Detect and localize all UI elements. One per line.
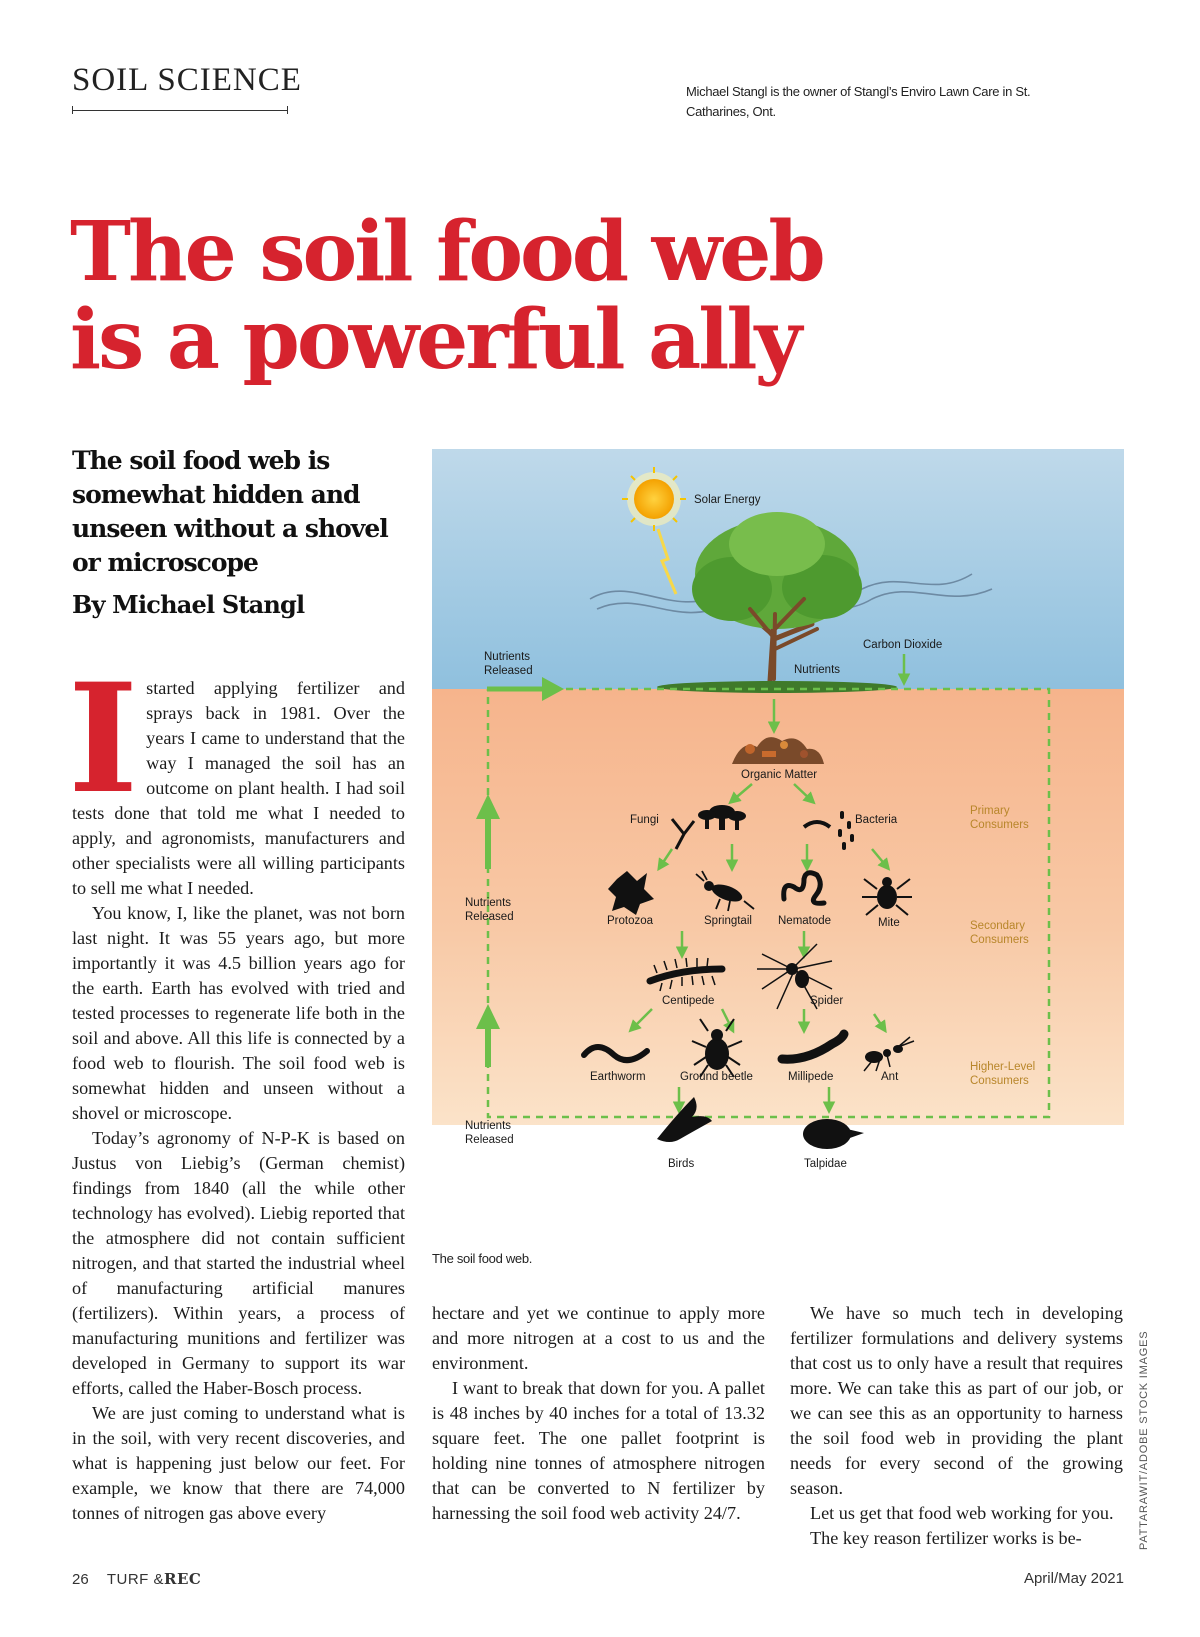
footer-folio bbox=[72, 1570, 201, 1588]
label-spider: Spider bbox=[810, 995, 844, 1007]
label-nutrients: Nutrients bbox=[794, 664, 841, 676]
label-ground-beetle: Ground beetle bbox=[680, 1071, 753, 1083]
figure-caption: The soil food web. bbox=[432, 1251, 533, 1266]
body-paragraph: You know, I, like the planet, was not born last night. It was 55 years ago, but more importantly it was 4.5 billion years ago for the earth. Earth has evolved with tried and tested processes to regenerate life both in the soil and above. All this life is connected by a food web to flourish. The soil food web is somewhat hidden and unseen without a shovel or microscope. bbox=[72, 903, 405, 1123]
label-nutrients-released: Nutrients bbox=[465, 1120, 512, 1132]
body-column-1 bbox=[68, 651, 405, 1526]
body-paragraph: The key reason fertilizer works is be- bbox=[810, 1528, 1082, 1548]
headline bbox=[70, 204, 1150, 388]
headline-line-1: The soil food web bbox=[70, 204, 823, 300]
label-nutrients-released: Nutrients bbox=[484, 651, 531, 663]
label-secondary-consumers: Consumers bbox=[970, 934, 1029, 946]
label-secondary-consumers: Secondary bbox=[970, 920, 1025, 932]
body-paragraph: Let us get that food web working for you. bbox=[810, 1503, 1114, 1523]
label-bacteria: Bacteria bbox=[855, 814, 898, 826]
section-label: SOIL SCIENCE bbox=[72, 62, 302, 98]
label-primary-consumers: Primary bbox=[970, 805, 1010, 817]
body-paragraph: We are just coming to understand what is in the soil, with very recent discoveries, and what is happening just below our feet. For example, we know that there are 74,000 tonnes of nitrogen gas above every bbox=[72, 1403, 405, 1523]
label-higher-level-consumers: Higher-Level bbox=[970, 1061, 1036, 1073]
label-earthworm: Earthworm bbox=[590, 1071, 646, 1083]
label-nematode: Nematode bbox=[778, 915, 832, 927]
body-paragraph: Today’s agronomy of N-P-K is based on Justus von Liebig’s (German chemist) findings from 1840 (all the while other technology has evolved). Liebig reported that the atmosphere did not contain sufficient nitrogen, and that started the industrial wheel of manufacturing artificial manures (fertilizers). Within years, a process of manufacturing munitions and fertilizer was developed in Germany to support its war efforts, called the Haber-Bosch process. bbox=[72, 1128, 405, 1398]
page-number: 26 bbox=[72, 1571, 89, 1588]
label-nutrients-released: Released bbox=[465, 911, 514, 923]
soil-food-web-figure bbox=[432, 449, 1124, 1170]
label-ant: Ant bbox=[881, 1071, 899, 1083]
body-column-2 bbox=[432, 1301, 765, 1526]
label-centipede: Centipede bbox=[662, 995, 715, 1007]
drop-cap: I bbox=[68, 651, 139, 827]
label-millipede: Millipede bbox=[788, 1071, 834, 1083]
section-rule bbox=[72, 110, 288, 111]
label-nutrients-released: Released bbox=[484, 665, 533, 677]
label-organic-matter: Organic Matter bbox=[741, 769, 818, 781]
byline: By Michael Stangl bbox=[72, 590, 305, 619]
headline-line-2: is a powerful ally bbox=[70, 292, 800, 388]
label-talpidae: Talpidae bbox=[804, 1158, 847, 1170]
label-protozoa: Protozoa bbox=[607, 915, 654, 927]
body-paragraph-text: started applying fertilizer and sprays back in 1981. Over the years I came to understand that the way I managed the soil has an outcome on plant health. I had soil tests done that told me what I needed to apply, and agronomists, manufacturers and other specialists were all willing participants to sell me what I needed. bbox=[72, 678, 405, 898]
label-birds: Birds bbox=[668, 1158, 695, 1170]
label-solar-energy: Solar Energy bbox=[694, 494, 761, 506]
label-nutrients-released: Released bbox=[465, 1134, 514, 1146]
body-paragraph bbox=[68, 651, 405, 901]
deck: The soil food web is somewhat hidden and unseen without a shovel or microscope bbox=[72, 446, 388, 577]
label-higher-level-consumers: Consumers bbox=[970, 1075, 1029, 1087]
label-carbon-dioxide: Carbon Dioxide bbox=[863, 639, 943, 651]
food-web-diagram bbox=[432, 449, 1124, 1170]
body-paragraph: hectare and yet we continue to apply more and more nitrogen at a cost to us and the environment. bbox=[432, 1303, 765, 1373]
body-paragraph: I want to break that down for you. A pallet is 48 inches by 40 inches for a total of 13.32 square feet. The one pallet footprint is holding nine tonnes of atmosphere nitrogen that can be converted to N fertilizer by harnessing the soil food web activity 24/7. bbox=[432, 1378, 765, 1523]
label-fungi: Fungi bbox=[630, 814, 659, 826]
publication-name: TURF &REC bbox=[106, 1570, 202, 1588]
label-mite: Mite bbox=[878, 917, 900, 929]
label-springtail: Springtail bbox=[704, 915, 752, 927]
photo-credit: PATTARAWIT/ADOBE STOCK IMAGES bbox=[1138, 1330, 1150, 1550]
issue-date: April/May 2021 bbox=[1023, 1570, 1124, 1587]
author-note: Michael Stangl is the owner of Stangl’s Enviro Lawn Care in St. Catharines, Ont. bbox=[686, 84, 1031, 119]
label-nutrients-released: Nutrients bbox=[465, 897, 512, 909]
body-column-3 bbox=[790, 1301, 1123, 1551]
body-paragraph: We have so much tech in developing fertilizer formulations and delivery systems that cost us to only have a result that requires more. We can take this as part of our job, or we can see this as an opportunity to harness the soil food web in providing the plant needs for every second of the growing season. bbox=[790, 1303, 1123, 1498]
label-primary-consumers: Consumers bbox=[970, 819, 1029, 831]
